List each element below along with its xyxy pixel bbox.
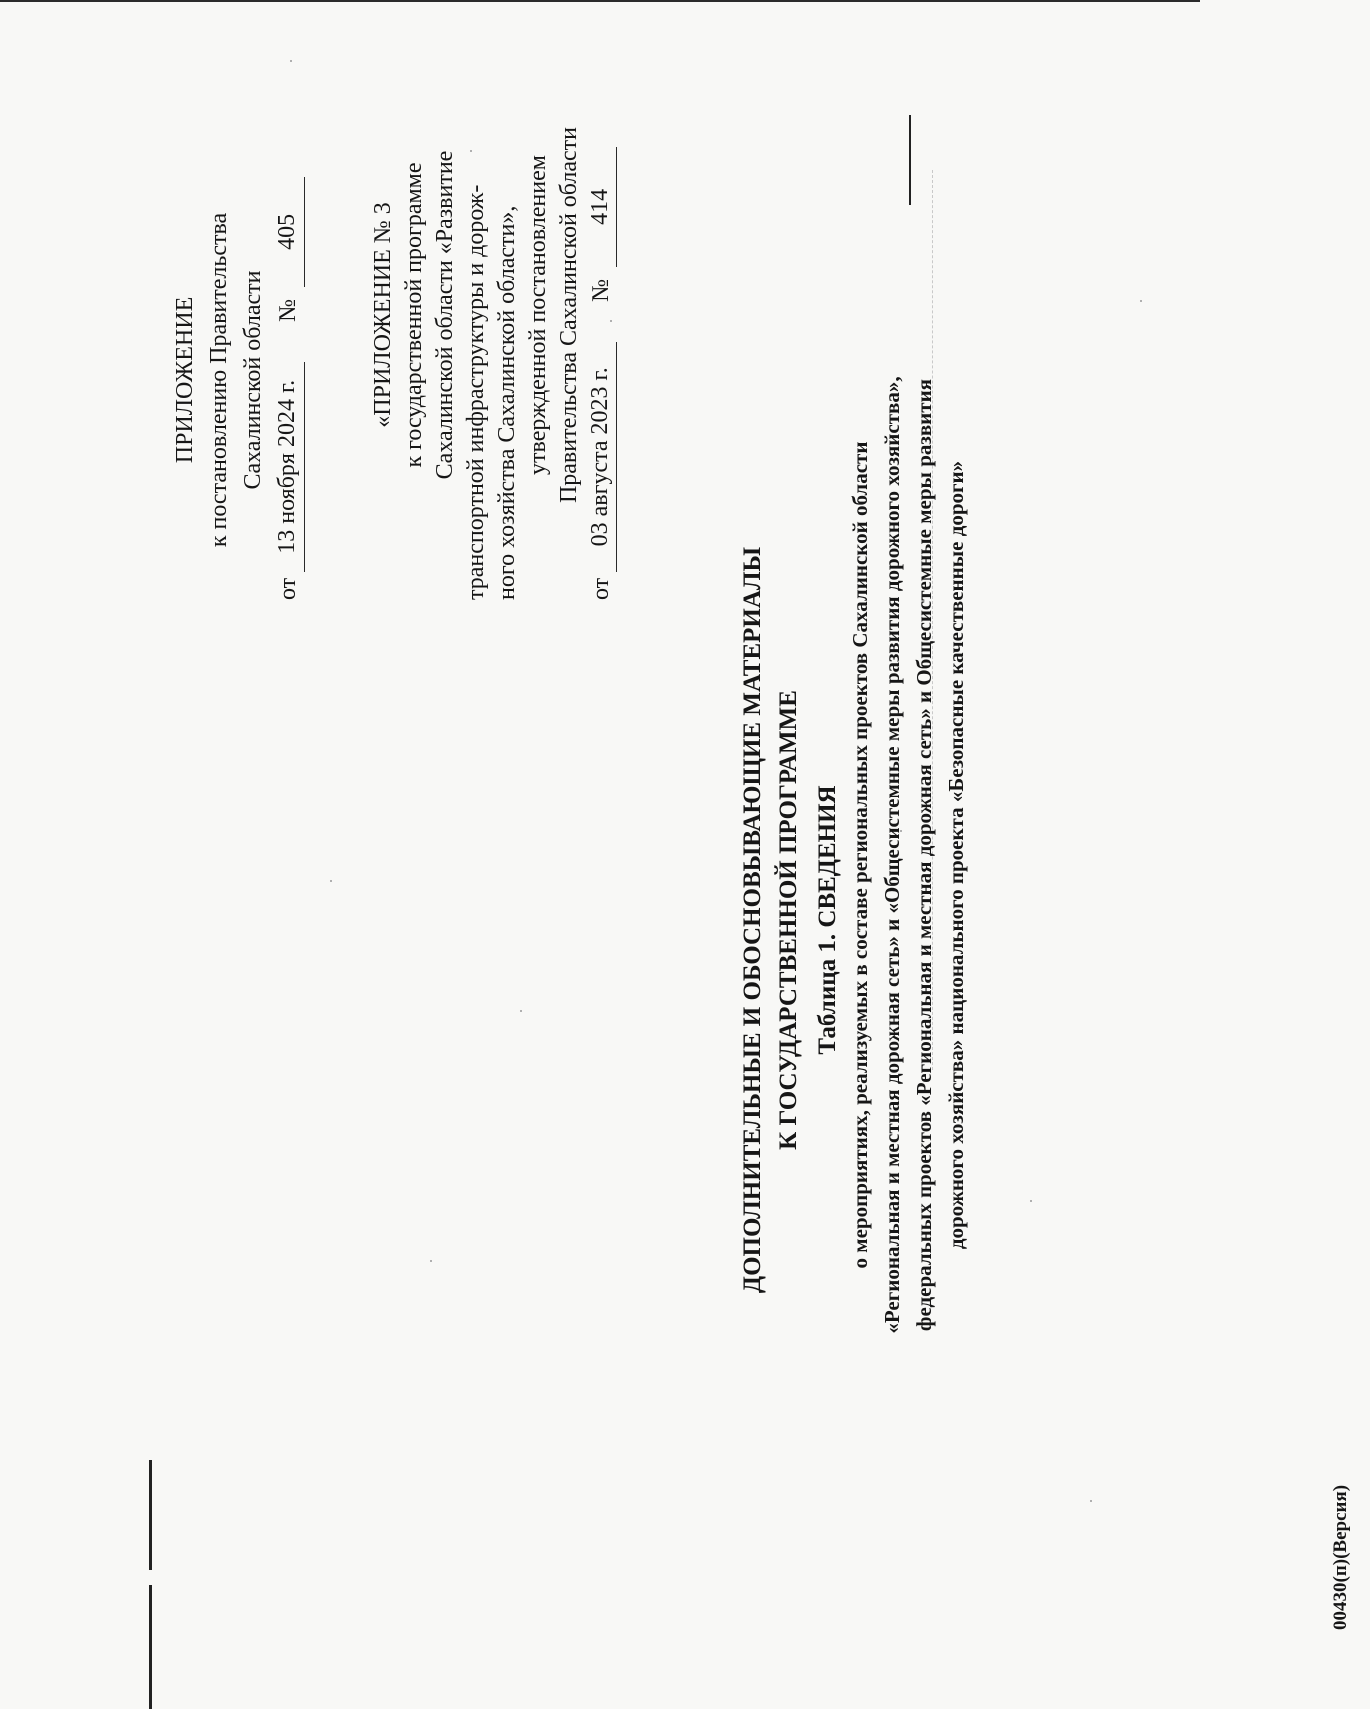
scan-speck <box>330 880 332 882</box>
main-title-line: ДОПОЛНИТЕЛЬНЫЕ И ОБОСНОВЫВАЮЩИЕ МАТЕРИАЛЫ <box>739 546 766 1294</box>
scan-speck <box>1140 300 1142 302</box>
annex-line: ного хозяйства Сахалинской области», <box>494 205 520 600</box>
annex-number: 414 <box>585 147 617 267</box>
scan-top-edge <box>0 0 1200 2</box>
scan-right-edge-mark <box>909 115 911 205</box>
annex-date-row <box>585 90 617 600</box>
scan-speck <box>1090 1500 1092 1502</box>
scan-speck <box>430 1260 432 1262</box>
annex-line: Сахалинской области «Развитие <box>432 150 458 480</box>
scan-speck <box>520 1010 522 1012</box>
scan-speck <box>290 60 292 62</box>
table-title: Таблица 1. СВЕДЕНИЯ <box>814 785 841 1055</box>
description-line: федеральных проектов «Региональная и местная дорожная сеть» и Общесистемные меры развития <box>912 378 936 1332</box>
approval-title: ПРИЛОЖЕНИЕ <box>172 296 198 464</box>
approval-line: к постановлению Правительства <box>206 212 232 548</box>
annex-line: транспортной инфраструктуры и дорож- <box>463 184 489 600</box>
table-description <box>844 250 994 1460</box>
description-line: дорожного хозяйства» национального проекта «Безопасные качественные дороги» <box>944 460 968 1250</box>
main-title <box>735 380 825 1460</box>
document-version-code: 00430(п)(Версия) <box>1330 1484 1351 1630</box>
annex-line: Правительства Сахалинской области <box>556 126 582 504</box>
annex-date: 03 августа 2023 г. <box>585 342 617 572</box>
number-sign: № <box>275 298 301 322</box>
scan-speck <box>1030 1200 1032 1202</box>
approval-date-row <box>270 160 305 600</box>
program-annex-block <box>368 90 638 600</box>
description-line: «Региональная и местная дорожная сеть» и «Общесистемные меры развития дорожного хозяйства», <box>880 376 904 1334</box>
annex-title: «ПРИЛОЖЕНИЕ № 3 <box>370 202 396 428</box>
annex-line: к государственной программе <box>401 162 427 468</box>
description-line: о мероприятиях, реализуемых в составе региональных проектов Сахалинской области <box>848 441 872 1269</box>
approval-block <box>168 160 308 600</box>
from-label: от <box>588 577 614 600</box>
approval-line: Сахалинской области <box>240 270 266 490</box>
number-sign: № <box>588 278 614 302</box>
approval-number: 405 <box>270 177 305 287</box>
annex-line: утвержденной постановлением <box>525 155 551 475</box>
approval-date: 13 ноября 2024 г. <box>270 362 305 572</box>
scan-left-edge-mark <box>149 1585 152 1709</box>
from-label: от <box>275 577 301 600</box>
scan-left-edge-mark <box>149 1460 152 1570</box>
main-title-line: К ГОСУДАРСТВЕННОЙ ПРОГРАММЕ <box>775 690 802 1150</box>
